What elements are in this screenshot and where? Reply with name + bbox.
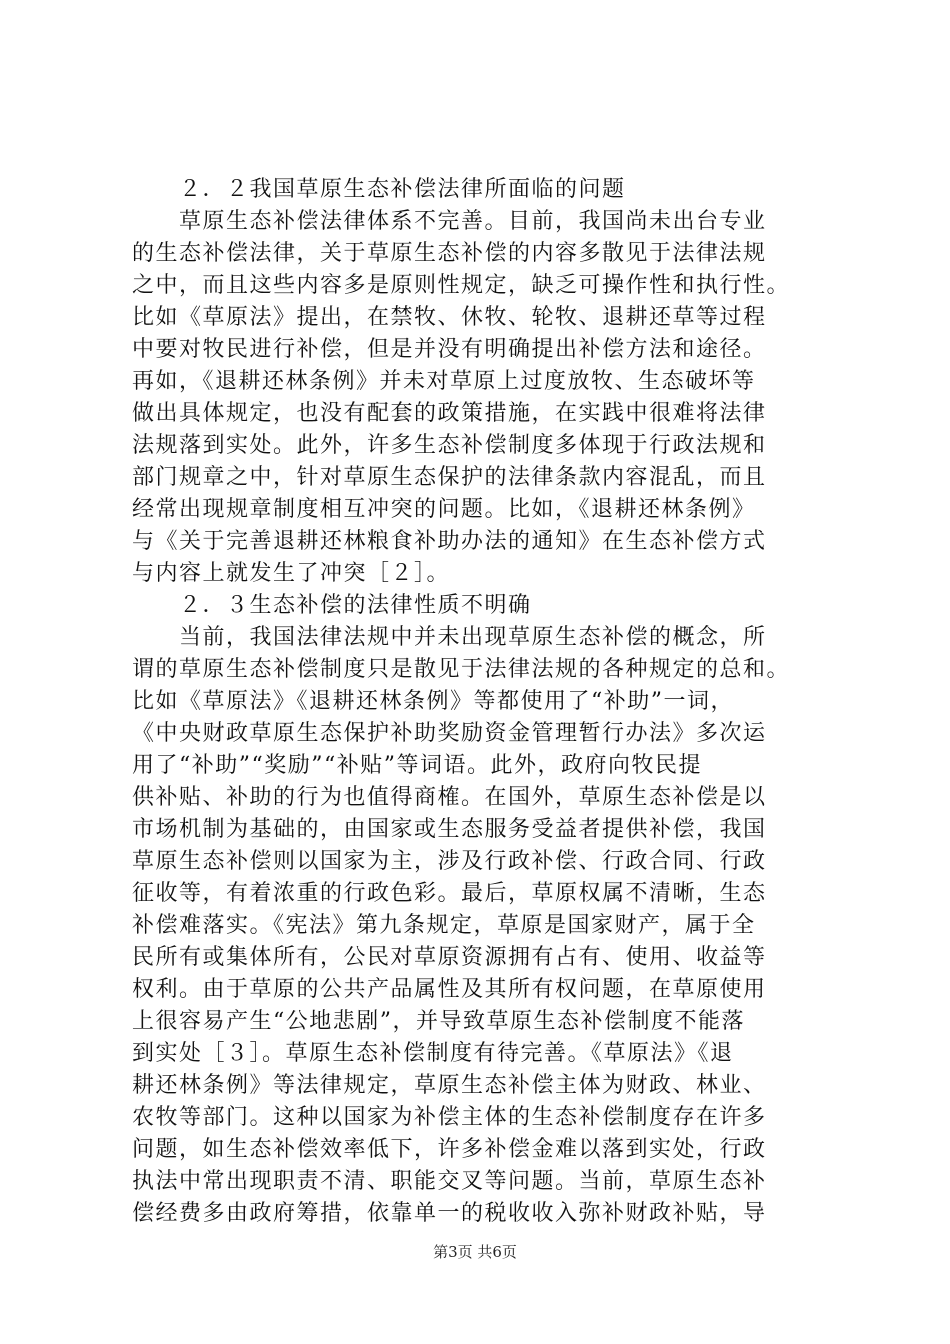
text-line: 补偿难落实。《宪法》第九条规定，草原是国家财产，属于全 [132, 913, 756, 938]
text-line: 与内容上就发生了冲突［２］。 [132, 561, 451, 586]
text-line: 民所有或集体所有，公民对草原资源拥有占有、使用、收益等 [132, 945, 767, 970]
text-line: 到实处［３］。草原生态补偿制度有待完善。《草原法》《退 [132, 1041, 734, 1066]
text-line: ２．２我国草原生态补偿法律所面临的问题 [132, 177, 626, 202]
text-line: 比如《草原法》《退耕还林条例》等都使用了“补助”一词， [132, 689, 734, 714]
body-text [132, 174, 852, 1230]
text-line: 部门规章之中，针对草原生态保护的法律条款内容混乱，而且 [132, 465, 767, 490]
text-line: 法规落到实处。此外，许多生态补偿制度多体现于行政法规和 [132, 433, 767, 458]
text-line: 当前，我国法律法规中并未出现草原生态补偿的概念，所 [132, 625, 767, 650]
text-line: 供补贴、补助的行为也值得商榷。在国外，草原生态补偿是以 [132, 785, 767, 810]
text-line: 耕还林条例》等法律规定，草原生态补偿主体为财政、林业、 [132, 1073, 767, 1098]
text-line: 谓的草原生态补偿制度只是散见于法律法规的各种规定的总和。 [132, 657, 791, 682]
text-line: 与《关于完善退耕还林粮食补助办法的通知》在生态补偿方式 [132, 529, 767, 554]
text-line: 中要对牧民进行补偿，但是并没有明确提出补偿方法和途径。 [132, 337, 767, 362]
text-line: 市场机制为基础的，由国家或生态服务受益者提供补偿，我国 [132, 817, 767, 842]
text-line: 执法中常出现职责不清、职能交叉等问题。当前，草原生态补 [132, 1169, 767, 1194]
text-line: 农牧等部门。这种以国家为补偿主体的生态补偿制度存在许多 [132, 1105, 767, 1130]
text-line: 《中央财政草原生态保护补助奖励资金管理暂行办法》多次运 [132, 721, 767, 746]
section-heading: ２．３生态补偿的法律性质不明确 [132, 593, 532, 618]
text-line: 草原生态补偿法律体系不完善。目前，我国尚未出台专业 [132, 209, 767, 234]
text-line: 比如《草原法》提出，在禁牧、休牧、轮牧、退耕还草等过程 [132, 305, 767, 330]
text-line: 征收等，有着浓重的行政色彩。最后，草原权属不清晰，生态 [132, 881, 767, 906]
text-line: 权利。由于草原的公共产品属性及其所有权问题，在草原使用 [132, 977, 767, 1002]
text-line: 上很容易产生“公地悲剧”，并导致草原生态补偿制度不能落 [132, 1009, 745, 1034]
text-line: 经常出现规章制度相互冲突的问题。比如，《退耕还林条例》 [132, 497, 756, 522]
text-line: 再如，《退耕还林条例》并未对草原上过度放牧、生态破坏等 [132, 369, 756, 394]
page-number-footer: 第3页 共6页 [433, 1243, 517, 1261]
text-line: 做出具体规定，也没有配套的政策措施，在实践中很难将法律 [132, 401, 767, 426]
text-line: 的生态补偿法律，关于草原生态补偿的内容多散见于法律法规 [132, 241, 767, 266]
text-line: 草原生态补偿则以国家为主，涉及行政补偿、行政合同、行政 [132, 849, 767, 874]
text-line: 用了“补助”“奖励”“补贴”等词语。此外，政府向牧民提 [132, 753, 702, 778]
text-line: 偿经费多由政府筹措，依靠单一的税收收入弥补财政补贴，导 [132, 1201, 767, 1226]
text-line: 之中，而且这些内容多是原则性规定，缺乏可操作性和执行性。 [132, 273, 791, 298]
text-line: 问题，如生态补偿效率低下，许多补偿金难以落到实处，行政 [132, 1137, 767, 1162]
